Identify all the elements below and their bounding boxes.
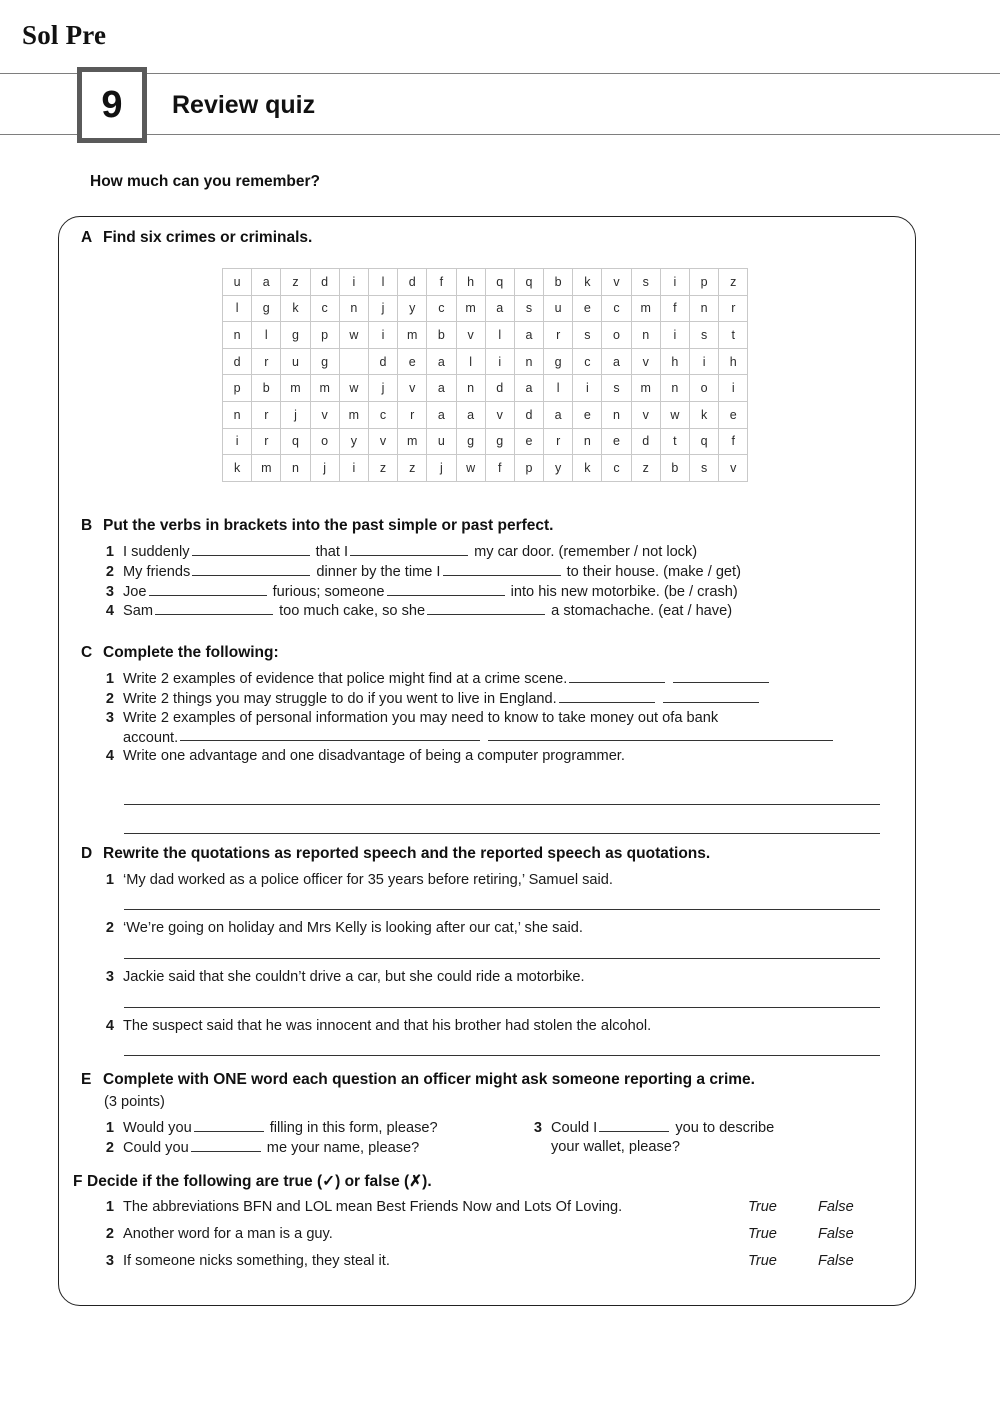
word-search-cell[interactable]: v (631, 401, 660, 428)
item-pre: I suddenly (123, 543, 190, 560)
word-search-cell[interactable]: w (339, 322, 368, 349)
word-search-cell[interactable]: k (223, 455, 252, 482)
word-search-cell[interactable]: d (223, 348, 252, 375)
section-e-letter: E (81, 1071, 92, 1088)
word-search-cell[interactable]: k (573, 455, 602, 482)
word-search-row (223, 401, 748, 428)
word-search-cell[interactable]: f (660, 295, 689, 322)
word-search-cell[interactable]: g (252, 295, 281, 322)
list-item (99, 871, 899, 890)
word-search-cell[interactable]: t (719, 322, 748, 349)
section-d-title: Rewrite the quotations as reported speech and the reported speech as quotations. (103, 845, 711, 862)
word-search-cell[interactable]: z (368, 455, 397, 482)
true-option[interactable]: True (748, 1199, 777, 1215)
word-search-cell[interactable]: j (281, 401, 310, 428)
word-search-cell[interactable]: p (310, 322, 339, 349)
item-text: Write one advantage and one disadvantage of being a computer programmer. (123, 748, 625, 765)
word-search-cell[interactable]: o (690, 375, 719, 402)
word-search-cell[interactable]: l (223, 295, 252, 322)
word-search-cell[interactable]: l (368, 269, 397, 296)
true-option[interactable]: True (748, 1252, 777, 1269)
section-c-letter: C (81, 644, 93, 661)
word-search-cell[interactable]: a (514, 375, 543, 402)
list-item (99, 747, 909, 766)
word-search-cell[interactable]: k (281, 295, 310, 322)
item-number: 4 (105, 748, 114, 765)
header-rule-bottom (0, 134, 1000, 135)
word-search-cell[interactable]: j (368, 375, 397, 402)
word-search-cell[interactable]: a (456, 401, 485, 428)
word-search-cell[interactable]: r (252, 348, 281, 375)
item-prompt: Write 2 things you may struggle to do if you went to live in England. (123, 690, 557, 707)
word-search-cell[interactable]: n (456, 375, 485, 402)
word-search-cell[interactable]: s (514, 295, 543, 322)
section-c-heading (81, 644, 279, 662)
item-mid: that I (315, 543, 349, 560)
word-search-cell[interactable]: j (427, 455, 456, 482)
item-text: Jackie said that she couldn’t drive a car, but she could ride a motorbike. (123, 969, 585, 985)
section-e-heading (81, 1071, 755, 1089)
item-post: a stomachache. (eat / have) (551, 603, 733, 620)
word-search-cell[interactable]: t (660, 428, 689, 455)
word-search-cell[interactable]: g (485, 428, 514, 455)
word-search-cell[interactable]: c (427, 295, 456, 322)
list-item (99, 562, 899, 582)
answer-blank[interactable] (350, 542, 468, 556)
word-search-row (223, 428, 748, 455)
word-search-cell[interactable]: a (514, 322, 543, 349)
section-b-letter: B (81, 517, 93, 534)
word-search-cell[interactable]: a (485, 295, 514, 322)
word-search-cell[interactable]: d (368, 348, 397, 375)
item-post-line2: your wallet, please? (551, 1138, 680, 1155)
word-search-cell[interactable]: m (310, 375, 339, 402)
list-item (99, 669, 909, 689)
item-prompt-line2: account. (123, 729, 179, 746)
word-search-cell[interactable]: k (690, 401, 719, 428)
word-search-cell[interactable]: n (573, 428, 602, 455)
word-search-cell[interactable]: l (485, 322, 514, 349)
word-search-cell[interactable]: l (544, 375, 573, 402)
word-search-cell[interactable]: a (427, 401, 456, 428)
word-search-cell[interactable]: n (602, 401, 631, 428)
word-search-table[interactable] (222, 268, 748, 482)
word-search-cell[interactable]: z (631, 455, 660, 482)
word-search-cell[interactable]: n (223, 322, 252, 349)
answer-blank[interactable] (673, 669, 769, 683)
item-number: 2 (105, 920, 114, 936)
item-text (123, 542, 899, 562)
section-a-letter: A (81, 229, 93, 246)
word-search-cell[interactable]: n (223, 401, 252, 428)
table-row (99, 1252, 909, 1271)
word-search-cell[interactable]: e (573, 401, 602, 428)
word-search-cell[interactable]: b (544, 269, 573, 296)
page-title: Review quiz (172, 91, 316, 119)
word-search-cell[interactable]: v (631, 348, 660, 375)
item-pre: My friends (123, 563, 191, 580)
word-search-cell[interactable]: f (485, 455, 514, 482)
list-item (99, 709, 909, 748)
word-search-cell[interactable]: i (339, 455, 368, 482)
word-search-cell[interactable]: i (660, 269, 689, 296)
word-search-cell[interactable]: u (223, 269, 252, 296)
list-item (99, 542, 899, 562)
section-a-heading (81, 229, 312, 247)
item-pre: Joe (123, 583, 147, 600)
word-search-cell[interactable]: m (456, 295, 485, 322)
word-search-cell[interactable]: m (631, 375, 660, 402)
answer-blank[interactable] (443, 562, 561, 576)
list-item (99, 1138, 529, 1158)
item-post: my car door. (remember / not lock) (474, 543, 698, 560)
word-search-cell[interactable]: z (398, 455, 427, 482)
item-mid: furious; someone (272, 583, 385, 600)
true-option[interactable]: True (748, 1225, 777, 1242)
section-b-title: Put the verbs in brackets into the past simple or past perfect. (103, 517, 554, 534)
word-search-cell[interactable]: s (573, 322, 602, 349)
item-text: ‘My dad worked as a police officer for 35 years before retiring,’ Samuel said. (123, 872, 613, 888)
word-search-cell[interactable]: v (456, 322, 485, 349)
word-search-row (223, 375, 748, 402)
section-f-items (99, 1198, 909, 1271)
word-search-cell[interactable]: g (544, 348, 573, 375)
item-number: 2 (105, 690, 114, 707)
answer-line[interactable] (124, 909, 880, 910)
word-search-cell[interactable]: e (398, 348, 427, 375)
word-search-cell[interactable]: p (690, 269, 719, 296)
item-post: you to describe (675, 1119, 775, 1136)
item-pre: Sam (123, 603, 154, 620)
item-post: to their house. (make / get) (566, 563, 741, 580)
word-search-cell[interactable]: a (602, 348, 631, 375)
item-number: 4 (105, 1018, 114, 1034)
item-number: 1 (105, 872, 114, 888)
word-search-cell[interactable]: p (223, 375, 252, 402)
word-search-cell[interactable]: j (310, 455, 339, 482)
word-search-cell[interactable]: c (310, 295, 339, 322)
word-search-cell[interactable]: u (281, 348, 310, 375)
answer-blank[interactable] (427, 601, 545, 615)
item-text (123, 709, 909, 748)
word-search-row (223, 348, 748, 375)
item-number: 3 (105, 969, 114, 985)
answer-blank[interactable] (192, 562, 310, 576)
word-search-cell[interactable]: s (690, 455, 719, 482)
word-search-cell[interactable]: i (660, 322, 689, 349)
word-search-cell[interactable]: e (514, 428, 543, 455)
list-item (99, 919, 899, 938)
word-search-cell[interactable]: y (398, 295, 427, 322)
item-prompt-line1: Write 2 examples of personal information you may need to know to take money out ofa bank (123, 709, 719, 726)
answer-blank[interactable] (387, 582, 505, 596)
false-option[interactable]: False (818, 1252, 854, 1269)
list-item (99, 582, 899, 602)
item-text (123, 1138, 529, 1158)
word-search-cell[interactable]: i (485, 348, 514, 375)
item-prompt: Write 2 examples of evidence that police might find at a crime scene. (123, 670, 568, 687)
word-search-row (223, 269, 748, 296)
item-text: If someone nicks something, they steal it. (123, 1252, 390, 1269)
word-search-cell[interactable]: p (514, 455, 543, 482)
word-search-cell[interactable]: d (310, 269, 339, 296)
answer-blank[interactable] (488, 728, 833, 742)
item-text (123, 669, 909, 689)
section-d-letter: D (81, 845, 93, 862)
word-search-cell[interactable]: e (602, 428, 631, 455)
word-search-cell[interactable]: h (719, 348, 748, 375)
word-search-cell[interactable]: e (719, 401, 748, 428)
answer-blank[interactable] (155, 601, 273, 615)
word-search-row (223, 322, 748, 349)
item-text: ‘We’re going on holiday and Mrs Kelly is looking after our cat,’ she said. (123, 920, 583, 936)
section-e-column-right (527, 1118, 897, 1157)
item-text (123, 562, 899, 582)
answer-blank[interactable] (192, 542, 310, 556)
item-number: 4 (105, 603, 114, 620)
false-option[interactable]: False (818, 1199, 854, 1215)
word-search-cell[interactable]: m (631, 295, 660, 322)
false-option[interactable]: False (818, 1225, 854, 1242)
word-search-row (223, 455, 748, 482)
word-search-row (223, 295, 748, 322)
item-number: 1 (105, 670, 114, 687)
item-text (123, 582, 899, 602)
word-search-cell[interactable]: v (485, 401, 514, 428)
answer-blank[interactable] (180, 728, 480, 742)
answer-blank[interactable] (663, 689, 759, 703)
word-search-cell[interactable]: r (252, 401, 281, 428)
word-search-cell[interactable]: w (660, 401, 689, 428)
word-search-cell[interactable]: r (252, 428, 281, 455)
word-search-cell[interactable]: n (339, 295, 368, 322)
item-mid: too much cake, so she (279, 603, 426, 620)
word-search-cell[interactable]: b (252, 375, 281, 402)
item-number: 3 (533, 1119, 542, 1136)
section-b-items (99, 542, 899, 621)
word-search-cell[interactable]: q (485, 269, 514, 296)
word-search-cell[interactable]: w (456, 455, 485, 482)
word-search-cell[interactable]: n (514, 348, 543, 375)
section-b-heading (81, 517, 553, 535)
word-search-cell[interactable]: e (573, 295, 602, 322)
word-search-cell[interactable]: s (631, 269, 660, 296)
list-item (99, 601, 899, 621)
word-search-cell[interactable]: a (252, 269, 281, 296)
answer-blank[interactable] (599, 1118, 669, 1132)
word-search-cell[interactable]: h (456, 269, 485, 296)
word-search-cell[interactable]: y (339, 428, 368, 455)
answer-blank[interactable] (559, 689, 655, 703)
word-search-cell[interactable]: r (544, 322, 573, 349)
word-search-cell[interactable]: m (398, 322, 427, 349)
section-d-heading (81, 845, 710, 863)
list-item (99, 1017, 899, 1036)
word-search-cell[interactable]: a (544, 401, 573, 428)
word-search-cell[interactable]: v (602, 269, 631, 296)
word-search-cell[interactable]: z (719, 269, 748, 296)
item-number: 2 (105, 1139, 114, 1156)
word-search-cell[interactable]: m (339, 401, 368, 428)
word-search-cell[interactable]: n (690, 295, 719, 322)
item-pre: Could I (551, 1119, 598, 1136)
word-search-cell[interactable]: v (719, 455, 748, 482)
item-mid: dinner by the time I (316, 563, 441, 580)
word-search-cell[interactable]: i (339, 269, 368, 296)
item-text: The suspect said that he was innocent and that his brother had stolen the alcohol. (123, 1018, 652, 1034)
section-f-heading (73, 1172, 432, 1191)
word-search-cell[interactable]: i (719, 375, 748, 402)
item-number: 1 (105, 543, 114, 560)
word-search-cell[interactable]: b (427, 322, 456, 349)
answer-line[interactable] (124, 804, 880, 805)
word-search-cell[interactable] (339, 348, 368, 375)
quiz-panel (58, 216, 916, 1306)
item-text (123, 689, 909, 709)
word-search-cell[interactable]: q (514, 269, 543, 296)
item-text: Another word for a man is a guy. (123, 1225, 333, 1242)
section-f-letter: F (73, 1173, 83, 1190)
word-search-cell[interactable]: q (690, 428, 719, 455)
word-search-grid[interactable] (222, 268, 748, 482)
item-number: 2 (105, 563, 114, 580)
item-text: The abbreviations BFN and LOL mean Best Friends Now and Lots Of Loving. (123, 1199, 623, 1215)
word-search-cell[interactable]: a (427, 348, 456, 375)
item-text (551, 1118, 897, 1157)
item-number: 2 (105, 1225, 114, 1242)
word-search-cell[interactable]: c (602, 295, 631, 322)
word-search-cell[interactable]: d (485, 375, 514, 402)
word-search-cell[interactable]: r (544, 428, 573, 455)
unit-number-box (77, 67, 147, 143)
list-item (527, 1118, 897, 1157)
word-search-cell[interactable]: m (398, 428, 427, 455)
word-search-cell[interactable]: d (398, 269, 427, 296)
word-search-cell[interactable]: i (368, 322, 397, 349)
item-post: filling in this form, please? (269, 1119, 438, 1136)
answer-blank[interactable] (194, 1118, 264, 1132)
word-search-cell[interactable]: f (427, 269, 456, 296)
page-subtitle: How much can you remember? (90, 173, 320, 190)
answer-line[interactable] (124, 1007, 880, 1008)
word-search-cell[interactable]: y (544, 455, 573, 482)
word-search-cell[interactable]: g (310, 348, 339, 375)
word-search-cell[interactable]: o (310, 428, 339, 455)
word-search-cell[interactable]: v (368, 428, 397, 455)
book-label: Sol Pre (22, 20, 107, 50)
word-search-cell[interactable]: d (631, 428, 660, 455)
word-search-cell[interactable]: n (660, 375, 689, 402)
word-search-cell[interactable]: n (281, 455, 310, 482)
word-search-cell[interactable]: g (456, 428, 485, 455)
word-search-cell[interactable]: o (602, 322, 631, 349)
word-search-cell[interactable]: c (573, 348, 602, 375)
unit-number: 9 (101, 84, 123, 126)
word-search-cell[interactable]: m (252, 455, 281, 482)
word-search-cell[interactable]: r (398, 401, 427, 428)
word-search-cell[interactable]: r (719, 295, 748, 322)
word-search-cell[interactable]: z (281, 269, 310, 296)
item-text (123, 1118, 529, 1138)
item-text (123, 601, 899, 621)
list-item (99, 1118, 529, 1138)
word-search-cell[interactable]: s (602, 375, 631, 402)
word-search-cell[interactable]: i (573, 375, 602, 402)
word-search-cell[interactable]: v (310, 401, 339, 428)
item-pre: Could you (123, 1139, 189, 1156)
word-search-cell[interactable]: i (223, 428, 252, 455)
header-rule-top (0, 73, 1000, 74)
word-search-cell[interactable]: d (514, 401, 543, 428)
section-e-column-left (99, 1118, 529, 1158)
item-post: into his new motorbike. (be / crash) (510, 583, 738, 600)
answer-blank[interactable] (191, 1138, 261, 1152)
word-search-cell[interactable]: l (252, 322, 281, 349)
item-post: me your name, please? (266, 1139, 420, 1156)
item-number: 3 (105, 709, 114, 726)
word-search-cell[interactable]: u (544, 295, 573, 322)
word-search-cell[interactable]: l (456, 348, 485, 375)
section-c-items (99, 669, 909, 766)
item-number: 1 (105, 1119, 114, 1136)
word-search-cell[interactable]: n (631, 322, 660, 349)
word-search-cell[interactable]: f (719, 428, 748, 455)
word-search-cell[interactable]: b (660, 455, 689, 482)
item-number: 3 (105, 583, 114, 600)
section-e-points: (3 points) (104, 1094, 165, 1110)
table-row (99, 1225, 909, 1244)
word-search-cell[interactable]: v (398, 375, 427, 402)
word-search-cell[interactable]: g (281, 322, 310, 349)
word-search-cell[interactable]: s (690, 322, 719, 349)
word-search-cell[interactable]: a (427, 375, 456, 402)
list-item (99, 689, 909, 709)
word-search-cell[interactable]: i (690, 348, 719, 375)
answer-line[interactable] (124, 833, 880, 834)
answer-line[interactable] (124, 1055, 880, 1056)
word-search-cell[interactable]: w (339, 375, 368, 402)
word-search-cell[interactable]: u (427, 428, 456, 455)
answer-blank[interactable] (149, 582, 267, 596)
section-f-title: Decide if the following are true (✓) or false (✗). (87, 1173, 432, 1190)
section-e-title: Complete with ONE word each question an officer might ask someone reporting a crime. (103, 1071, 755, 1088)
list-item (99, 968, 899, 987)
item-number: 3 (105, 1252, 114, 1269)
item-pre: Would you (123, 1119, 192, 1136)
item-number: 1 (105, 1199, 114, 1215)
word-search-cell[interactable]: j (368, 295, 397, 322)
section-c-title: Complete the following: (103, 644, 279, 661)
word-search-cell[interactable]: q (281, 428, 310, 455)
word-search-cell[interactable]: k (573, 269, 602, 296)
table-row (99, 1198, 909, 1217)
answer-line[interactable] (124, 958, 880, 959)
word-search-cell[interactable]: c (368, 401, 397, 428)
word-search-cell[interactable]: c (602, 455, 631, 482)
word-search-cell[interactable]: m (281, 375, 310, 402)
answer-blank[interactable] (569, 669, 665, 683)
word-search-cell[interactable]: h (660, 348, 689, 375)
section-a-title: Find six crimes or criminals. (103, 229, 313, 246)
